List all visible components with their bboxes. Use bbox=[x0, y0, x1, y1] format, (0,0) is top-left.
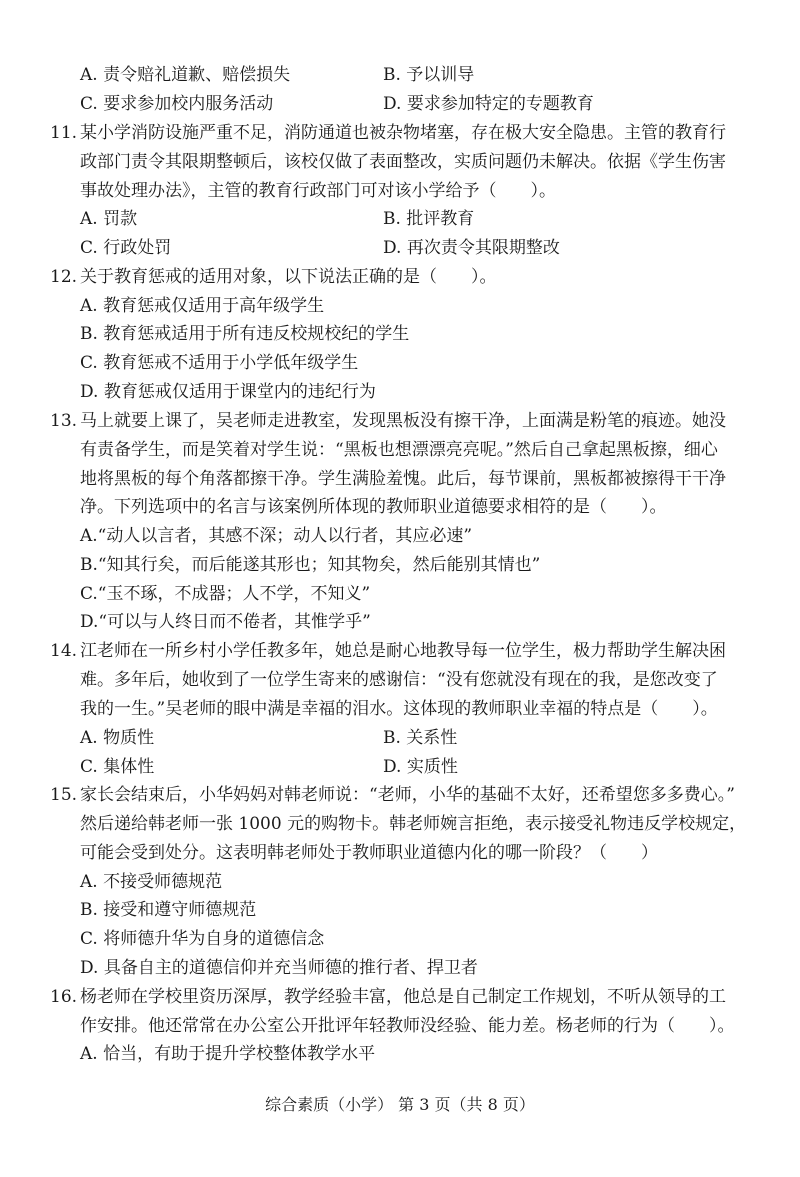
page-footer: 综合素质（小学） 第 3 页（共 8 页） bbox=[265, 1095, 535, 1114]
q14-option-c: C. 集体性 bbox=[80, 757, 155, 777]
q15-number: 15. bbox=[50, 785, 78, 805]
q13-stem-text: 有责备学生，而是笑着对学生说：“黑板也想漂漂亮亮呢。”然后自己拿起黑板擦，细心 bbox=[80, 440, 718, 460]
q13-option-a-text: A.“动人以言者，其感不深；动人以行者，其应必速” bbox=[80, 526, 473, 546]
q15-stem-text: 然后递给韩老师一张 1000 元的购物卡。韩老师婉言拒绝，表示接受礼物违反学校规定， bbox=[80, 814, 747, 834]
q15-stem-text: 可能会受到处分。这表明韩老师处于教师职业道德内化的哪一阶段？（ ） bbox=[80, 843, 658, 863]
q11-number: 11. bbox=[50, 123, 78, 143]
q15-option-d-text: D. 具备自主的道德信仰并充当师德的推行者、捍卫者 bbox=[80, 958, 478, 978]
q14-stem-text: 难。多年后，她收到了一位学生寄来的感谢信：“没有您就没有现在的我，是您改变了 bbox=[80, 670, 718, 690]
q10-option-a: A. 责令赔礼道歉、赔偿损失 bbox=[80, 65, 291, 85]
q13-stem-text: 净。下列选项中的名言与该案例所体现的教师职业道德要求相符的是（ ）。 bbox=[80, 497, 667, 517]
q11-option-a: A. 罚款 bbox=[80, 209, 138, 229]
q15-option-a-text: A. 不接受师德规范 bbox=[80, 872, 223, 892]
q10-option-b: B. 予以训导 bbox=[383, 65, 475, 85]
q12-option-c-text: C. 教育惩戒不适用于小学低年级学生 bbox=[80, 353, 359, 373]
q11-stem-text: 某小学消防设施严重不足，消防通道也被杂物堵塞，存在极大安全隐患。主管的教育行 bbox=[80, 123, 726, 143]
q13-stem-text: 马上就要上课了，吴老师走进教室，发现黑板没有擦干净，上面满是粉笔的痕迹。她没 bbox=[80, 411, 726, 431]
q14-option-d: D. 实质性 bbox=[383, 757, 458, 777]
q16-number: 16. bbox=[50, 987, 78, 1007]
q14-number: 14. bbox=[50, 641, 78, 661]
q15-option-b-text: B. 接受和遵守师德规范 bbox=[80, 900, 257, 920]
q14-option-b: B. 关系性 bbox=[383, 728, 458, 748]
q15-option-c-text: C. 将师德升华为自身的道德信念 bbox=[80, 929, 325, 949]
q15-stem-text: 家长会结束后，小华妈妈对韩老师说：“老师，小华的基础不太好，还希望您多多费心。” bbox=[80, 785, 735, 805]
q12-stem-text: 关于教育惩戒的适用对象，以下说法正确的是（ ）。 bbox=[80, 267, 497, 287]
q12-option-d-text: D. 教育惩戒仅适用于课堂内的违纪行为 bbox=[80, 382, 376, 402]
q11-option-b: B. 批评教育 bbox=[383, 209, 475, 229]
q13-stem-text: 地将黑板的每个角落都擦干净。学生满脸羞愧。此后，每节课前，黑板都被擦得干干净 bbox=[80, 469, 726, 489]
q11-option-d: D. 再次责令其限期整改 bbox=[383, 238, 560, 258]
q14-stem-text: 江老师在一所乡村小学任教多年，她总是耐心地教导每一位学生，极力帮助学生解决困 bbox=[80, 641, 726, 661]
q12-option-b-text: B. 教育惩戒适用于所有违反校规校纪的学生 bbox=[80, 324, 410, 344]
q10-option-d: D. 要求参加特定的专题教育 bbox=[383, 94, 594, 114]
q12-number: 12. bbox=[50, 267, 78, 287]
q13-option-b-text: B.“知其行矣，而后能遂其形也；知其物矣，然后能别其情也” bbox=[80, 555, 541, 575]
q14-option-a: A. 物质性 bbox=[80, 728, 155, 748]
q13-number: 13. bbox=[50, 411, 78, 431]
q11-stem-text: 政部门责令其限期整顿后，该校仅做了表面整改，实质问题仍未解决。依据《学生伤害 bbox=[80, 152, 726, 172]
q11-option-c: C. 行政处罚 bbox=[80, 238, 172, 258]
q12-option-a-text: A. 教育惩戒仅适用于高年级学生 bbox=[80, 296, 325, 316]
q10-option-c: C. 要求参加校内服务活动 bbox=[80, 94, 274, 114]
q13-option-c-text: C.“玉不琢，不成器；人不学，不知义” bbox=[80, 584, 371, 604]
q14-stem-text: 我的一生。”吴老师的眼中满是幸福的泪水。这体现的教师职业幸福的特点是（ ）。 bbox=[80, 699, 718, 719]
q16-option-a-text: A. 恰当，有助于提升学校整体教学水平 bbox=[80, 1044, 376, 1064]
q16-stem-text: 杨老师在学校里资历深厚，教学经验丰富，他总是自己制定工作规划，不听从领导的工 bbox=[80, 987, 726, 1007]
q16-stem-text: 作安排。他还常常在办公室公开批评年轻教师没经验、能力差。杨老师的行为（ ）。 bbox=[80, 1016, 735, 1036]
q11-stem-text: 事故处理办法》，主管的教育行政部门可对该小学给予（ ）。 bbox=[80, 181, 556, 201]
q13-option-d-text: D.“可以与人终日而不倦者，其惟学乎” bbox=[80, 612, 371, 632]
